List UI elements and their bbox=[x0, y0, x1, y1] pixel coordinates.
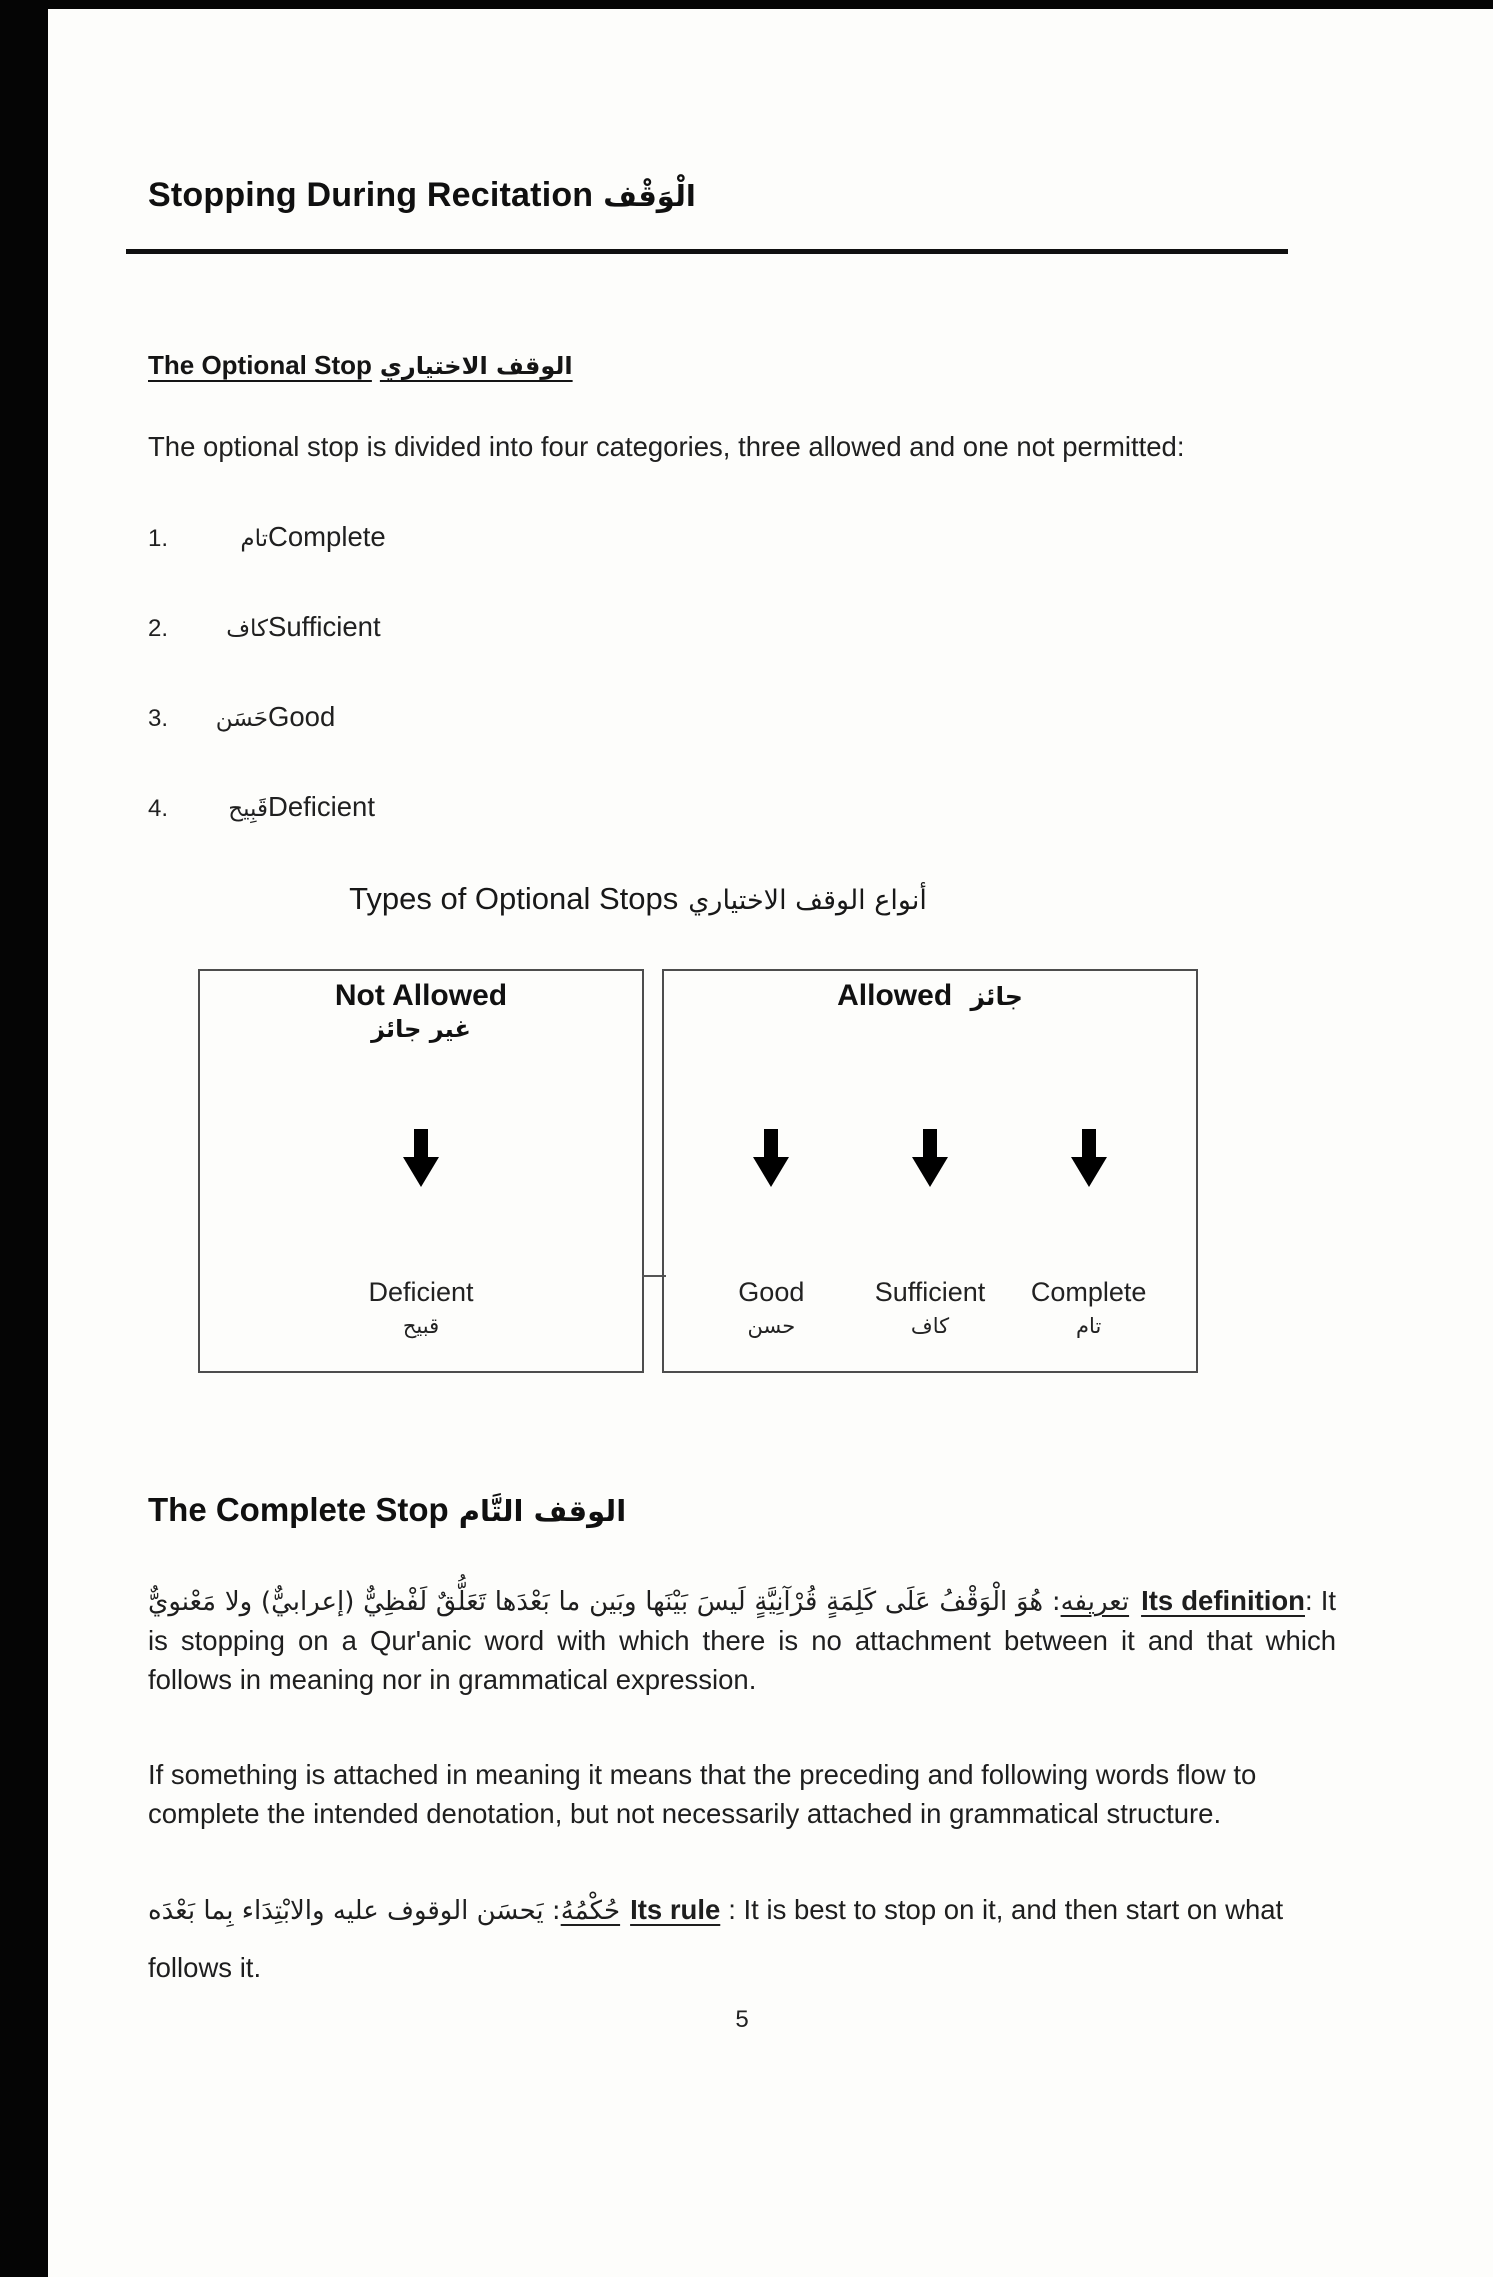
definition-english-label: Its definition bbox=[1141, 1584, 1305, 1616]
page-number: 5 bbox=[735, 2006, 749, 2034]
definition-paragraph bbox=[148, 1581, 1336, 1699]
list-item-deficient bbox=[148, 791, 1336, 823]
list-item-number: 3. bbox=[148, 704, 169, 732]
list-item-number: 4. bbox=[148, 794, 169, 822]
column-label-arabic: تام bbox=[1076, 1313, 1102, 1338]
rule-english-text: : It is best to stop on it, and then start on what follows it. bbox=[148, 1893, 1284, 1983]
list-item-arabic: تام bbox=[240, 525, 268, 552]
down-arrow-icon bbox=[749, 1129, 793, 1187]
page-title-arabic: الْوَقْف bbox=[603, 179, 696, 213]
list-item-sufficient bbox=[148, 611, 1336, 643]
rule-english-label: Its rule bbox=[630, 1893, 721, 1925]
page-content bbox=[148, 0, 1336, 2034]
diagram-title-english: Types of Optional Stops bbox=[349, 880, 679, 916]
list-item-arabic: حَسَن bbox=[215, 705, 268, 732]
section-heading-optional-stop bbox=[148, 350, 1336, 381]
diagram-column-complete bbox=[1009, 1129, 1168, 1338]
not-allowed-box bbox=[198, 969, 644, 1373]
rule-arabic-label: حُكْمُهُ bbox=[560, 1895, 621, 1926]
diagram-title bbox=[148, 881, 1128, 917]
column-label-english: Complete bbox=[1030, 1276, 1147, 1307]
rule-arabic bbox=[148, 1896, 620, 1926]
down-arrow-icon bbox=[399, 1129, 443, 1187]
list-item-complete bbox=[148, 521, 1336, 553]
column-label-english: Sufficient bbox=[874, 1276, 986, 1307]
rule-paragraph bbox=[148, 1881, 1336, 1997]
definition-english-text: : It is stopping on a Qur'anic word with which there is no attachment between it and that which follows in meaning nor in grammatical expression. bbox=[148, 1584, 1337, 1695]
list-item-english: Good bbox=[268, 700, 336, 732]
page-title bbox=[148, 176, 1336, 215]
definition-arabic-text: : هُوَ الْوَقْفُ عَلَى كَلِمَةٍ قُرْآنِيَّةٍ لَيسَ بَيْنَها وبَين ما بَعْدَها تَعَلُّقٌ لَفْظِيٌّ (إعرابيٌّ) ولا مَعْنويٌّ bbox=[148, 1586, 1061, 1617]
list-item-number: 2. bbox=[148, 614, 169, 642]
optional-stops-diagram bbox=[198, 969, 1198, 1373]
intro-paragraph: The optional stop is divided into four categories, three allowed and one not permitted: bbox=[148, 431, 1185, 462]
column-label-arabic: حسن bbox=[747, 1313, 796, 1338]
stop-categories-list bbox=[148, 521, 1336, 823]
not-allowed-header bbox=[200, 979, 642, 1043]
allowed-columns bbox=[664, 1129, 1196, 1338]
optional-stop-heading-arabic: الوقف الاختياري bbox=[379, 352, 573, 380]
down-arrow-icon bbox=[1067, 1129, 1111, 1187]
section-heading-complete-stop bbox=[148, 1491, 1336, 1529]
diagram-column-sufficient bbox=[851, 1129, 1010, 1338]
allowed-title-english: Allowed bbox=[837, 978, 953, 1012]
allowed-box bbox=[662, 969, 1198, 1373]
list-item-good bbox=[148, 701, 1336, 733]
diagram-column-good bbox=[692, 1129, 851, 1338]
not-allowed-columns bbox=[200, 1129, 642, 1338]
rule-arabic-text: : يَحسَن الوقوف عليه والابْتِدَاء بِما بَعْدَه bbox=[148, 1895, 561, 1926]
list-item-english: Sufficient bbox=[268, 610, 381, 642]
meaning-paragraph: If something is attached in meaning it means that the preceding and following words flow to complete the intended denotation, but not necessarily attached in grammatical structure. bbox=[148, 1758, 1257, 1829]
list-item-english: Complete bbox=[268, 520, 386, 552]
down-arrow-icon bbox=[908, 1129, 952, 1187]
not-allowed-title-arabic: غير جائز bbox=[371, 1014, 471, 1043]
column-label-arabic: قبيح bbox=[402, 1313, 440, 1338]
column-label-english: Good bbox=[738, 1276, 805, 1307]
optional-stop-heading-english: The Optional Stop bbox=[148, 350, 372, 380]
scan-edge-artifact bbox=[0, 0, 48, 2277]
definition-arabic-label: تعريفه bbox=[1060, 1586, 1130, 1617]
column-label-english: Deficient bbox=[368, 1276, 474, 1307]
diagram-title-arabic: أنواع الوقف الاختياري bbox=[688, 884, 927, 916]
list-item-english: Deficient bbox=[268, 790, 375, 822]
definition-arabic bbox=[148, 1587, 1129, 1617]
not-allowed-title-english: Not Allowed bbox=[334, 978, 508, 1012]
page-title-english: Stopping During Recitation bbox=[148, 176, 594, 214]
complete-stop-heading-english: The Complete Stop bbox=[148, 1490, 449, 1528]
diagram-column-deficient bbox=[200, 1129, 642, 1338]
allowed-header bbox=[664, 979, 1196, 1013]
complete-stop-heading-arabic: الوقف التَّام bbox=[458, 1493, 627, 1528]
list-item-arabic: قَبِيح bbox=[228, 795, 268, 822]
list-item-number: 1. bbox=[148, 524, 169, 552]
list-item-arabic: كاف bbox=[226, 615, 268, 642]
title-divider-rule bbox=[126, 249, 1288, 254]
column-label-arabic: كاف bbox=[910, 1313, 950, 1338]
allowed-title-arabic: جائز bbox=[970, 981, 1023, 1011]
